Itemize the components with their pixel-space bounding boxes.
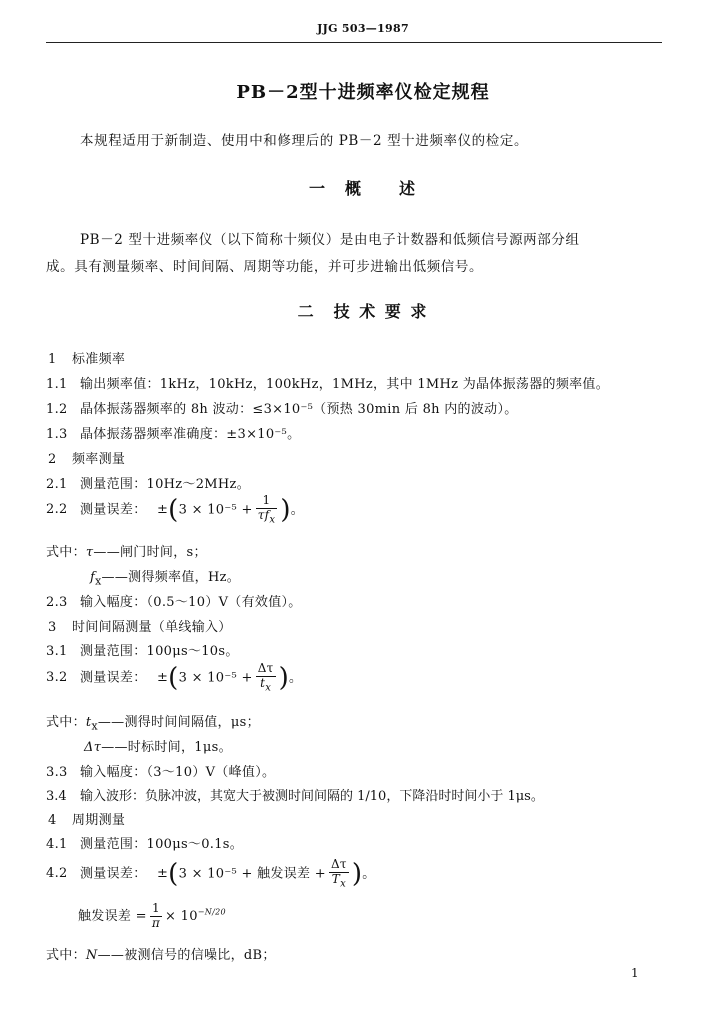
where-prefix: 式中： xyxy=(46,948,86,963)
clause-1 xyxy=(48,348,125,367)
clause-2-2 xyxy=(46,494,304,526)
clause-text: 输出频率值：1kHz，10kHz，100kHz，1MHz，其中 1MHz 为晶体振荡器的频率值。 xyxy=(80,377,610,392)
where-text: ——测得时间间隔值，μs； xyxy=(97,715,260,730)
clause-text: 晶体振荡器频率准确度：±3×10⁻⁵。 xyxy=(80,427,301,442)
where-symbol: N xyxy=(85,948,98,963)
header-rule xyxy=(46,42,662,43)
fraction-denominator xyxy=(256,677,276,694)
clause-number: 1 xyxy=(48,352,57,367)
clause-number: 2.2 xyxy=(46,502,68,518)
clause-2-1 xyxy=(46,473,250,492)
clause-number: 3.3 xyxy=(46,765,68,780)
clause-text: 频率测量 xyxy=(72,452,126,467)
clause-3-1 xyxy=(46,640,239,659)
left-paren: ( xyxy=(168,662,179,693)
document-title: PB－2型十进频率仪检定规程 xyxy=(236,82,490,103)
clause-number: 3.2 xyxy=(46,670,68,686)
denominator-subscript: x xyxy=(269,514,276,526)
clause-2-3 xyxy=(46,591,302,610)
fraction-denominator: π xyxy=(151,915,161,930)
overview-paragraph-line-1: PB－2 型十进频率仪（以下简称十频仪）是由电子计数器和低频信号源两部分组 xyxy=(80,232,580,248)
clause-label: 测量误差： xyxy=(80,502,147,518)
formula-end: 。 xyxy=(289,670,303,686)
where-fx xyxy=(90,566,240,588)
clause-1-2 xyxy=(46,398,518,417)
clause-number: 3.1 xyxy=(46,644,68,659)
formula-fraction xyxy=(256,662,276,694)
clause-number: 4.1 xyxy=(46,837,68,852)
clause-number: 2.3 xyxy=(46,595,68,610)
where-subscript: x xyxy=(91,719,98,733)
fraction-numerator: Δτ xyxy=(330,857,347,871)
clause-label: 测量误差： xyxy=(80,670,147,686)
where-prefix: 式中： xyxy=(46,545,86,560)
clause-number: 1.2 xyxy=(46,402,68,417)
where-subscript: x xyxy=(95,574,102,588)
formula-term: 3 × 10⁻⁵ + 触发误差 + xyxy=(178,866,326,882)
denominator-symbol: τf xyxy=(257,507,270,522)
denominator-subscript: x xyxy=(265,682,272,694)
where-text: ——时标时间，1μs。 xyxy=(101,740,232,755)
where-symbol: t xyxy=(85,715,92,730)
where-symbol: τ xyxy=(85,545,94,560)
trigger-label: 触发误差 = xyxy=(78,908,147,924)
clause-3-2 xyxy=(46,662,302,694)
where-n xyxy=(46,944,276,963)
fraction-numerator: 1 xyxy=(256,494,278,509)
clause-3-3 xyxy=(46,761,275,780)
where-symbol: f xyxy=(90,570,96,585)
clause-number: 1.3 xyxy=(46,427,68,442)
where-tau xyxy=(46,541,207,560)
formula-fraction xyxy=(329,858,349,890)
clause-text: 周期测量 xyxy=(72,813,126,828)
plus-minus-sign: ± xyxy=(156,670,169,686)
denominator-subscript: x xyxy=(340,878,347,890)
clause-4-2 xyxy=(46,858,376,890)
right-paren: ) xyxy=(278,662,290,693)
clause-number: 2.1 xyxy=(46,477,68,492)
clause-1-3 xyxy=(46,423,300,442)
clause-text: 测量范围：100μs～0.1s。 xyxy=(80,837,244,852)
where-text: ——测得频率值，Hz。 xyxy=(101,570,241,585)
clause-number: 4 xyxy=(48,813,57,828)
clause-text: 输入幅度：（0.5～10）V（有效值）。 xyxy=(80,595,302,610)
clause-4-1 xyxy=(46,833,243,852)
section-heading-overview: 一 概 述 xyxy=(308,179,417,198)
clause-1-1 xyxy=(46,373,609,392)
left-paren: ( xyxy=(168,858,179,889)
formula-term: 3 × 10⁻⁵ + xyxy=(178,670,253,686)
clause-text: 时间间隔测量（单线输入） xyxy=(72,620,232,635)
trigger-error-formula xyxy=(78,902,226,931)
where-prefix: 式中： xyxy=(46,715,86,730)
trigger-times: × 10 xyxy=(165,908,198,924)
fraction-denominator xyxy=(329,873,349,890)
clause-number: 3.4 xyxy=(46,789,67,804)
clause-number: 1.1 xyxy=(46,377,68,392)
clause-4 xyxy=(48,809,125,828)
where-text: ——被测信号的信噪比，dB； xyxy=(97,948,276,963)
formula-end: 。 xyxy=(362,866,376,882)
where-tx xyxy=(46,711,260,733)
left-paren: ( xyxy=(168,494,179,525)
plus-minus-sign: ± xyxy=(156,866,169,882)
clause-2 xyxy=(48,448,125,467)
denominator-symbol: T xyxy=(331,871,341,886)
formula-fraction xyxy=(256,494,278,526)
where-delta-tau xyxy=(84,736,232,755)
clause-number: 3 xyxy=(48,620,57,635)
overview-paragraph-line-2: 成。具有测量频率、时间间隔、周期等功能，并可步进输出低频信号。 xyxy=(46,259,484,275)
clause-3-4 xyxy=(46,785,544,804)
clause-text: 测量范围：100μs～10s。 xyxy=(80,644,239,659)
right-paren: ) xyxy=(280,494,291,525)
clause-3 xyxy=(48,616,232,635)
clause-number: 2 xyxy=(48,452,57,467)
scope-paragraph: 本规程适用于新制造、使用中和修理后的 PB－2 型十进频率仪的检定。 xyxy=(80,133,529,149)
clause-text: 测量范围：10Hz～2MHz。 xyxy=(80,477,250,492)
right-paren: ) xyxy=(351,858,363,889)
fraction-numerator: Δτ xyxy=(257,661,274,675)
fraction-numerator: 1 xyxy=(150,902,162,917)
document-code-header: JJG 503—1987 xyxy=(317,22,409,35)
where-text: ——闸门时间，s； xyxy=(93,545,207,560)
clause-text: 输入波形：负脉冲波，其宽大于被测时间间隔的 1/10，下降沿时时间小于 1μs。 xyxy=(80,789,544,804)
clause-number: 4.2 xyxy=(46,866,68,882)
trigger-exponent: −N/20 xyxy=(197,907,226,917)
fraction-denominator xyxy=(256,509,278,526)
formula-end: 。 xyxy=(290,502,305,518)
clause-text: 标准频率 xyxy=(72,352,126,367)
clause-label: 测量误差： xyxy=(80,866,147,882)
trigger-fraction xyxy=(150,902,162,931)
formula-term: 3 × 10⁻⁵ + xyxy=(178,502,253,518)
denominator-symbol: t xyxy=(260,675,266,690)
plus-minus-sign: ± xyxy=(156,502,169,518)
where-symbol: Δτ xyxy=(84,740,102,755)
clause-text: 输入幅度：（3～10）V（峰值）。 xyxy=(80,765,276,780)
page-number: 1 xyxy=(631,966,639,980)
section-heading-technical-requirements: 二 技 术 要 求 xyxy=(297,302,429,321)
clause-text: 晶体振荡器频率的 8h 波动：≤3×10⁻⁵（预热 30min 后 8h 内的波动）。 xyxy=(80,402,518,417)
